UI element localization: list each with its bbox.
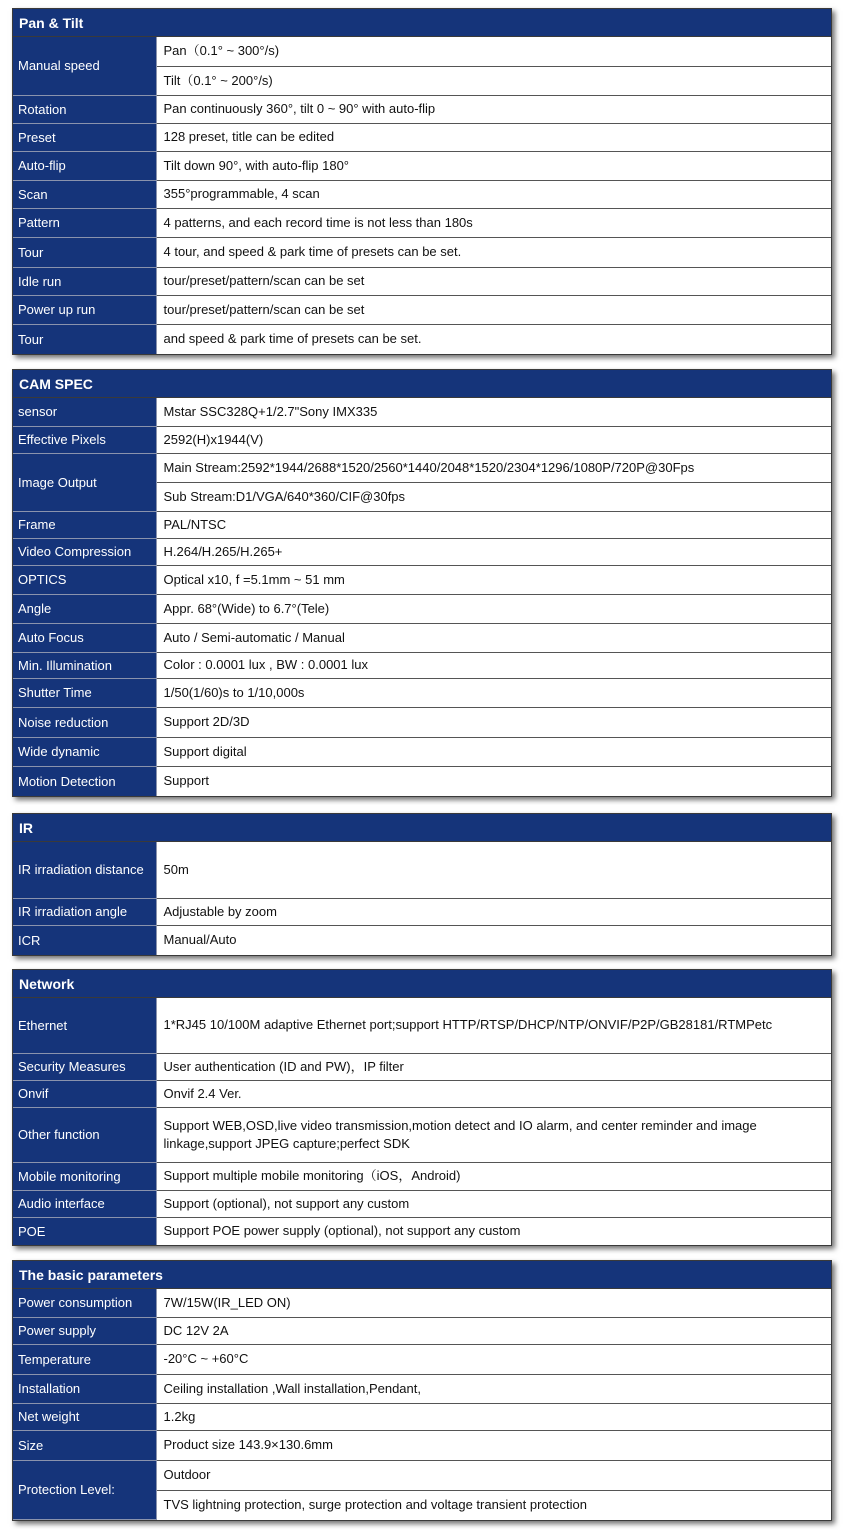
spec-label: Installation [13,1374,156,1403]
spec-value: Support WEB,OSD,live video transmission,motion detect and IO alarm, and center reminder and image linkage,support JPEG capture;perfect SDK [156,1107,831,1162]
section-title: Pan & Tilt [13,9,831,37]
spec-label: Size [13,1430,156,1460]
spec-value: Support digital [156,737,831,766]
spec-row [13,1460,831,1490]
spec-value: 1*RJ45 10/100M adaptive Ethernet port;support HTTP/RTSP/DHCP/NTP/ONVIF/P2P/GB28181/RTMPetc [156,998,831,1053]
spec-row [13,208,831,237]
spec-value: TVS lightning protection, surge protection and voltage transient protection [156,1490,831,1519]
spec-value: Manual/Auto [156,925,831,955]
spec-row [13,37,831,66]
spec-row [13,1430,831,1460]
spec-label: Motion Detection [13,766,156,796]
spec-value: Tilt down 90°, with auto-flip 180° [156,151,831,180]
spec-label: Protection Level: [13,1460,156,1519]
spec-value: tour/preset/pattern/scan can be set [156,267,831,295]
spec-row [13,1289,831,1317]
spec-row [13,1403,831,1430]
spec-label: Other function [13,1107,156,1162]
spec-label: Tour [13,324,156,354]
spec-label: IR irradiation distance [13,842,156,898]
spec-value: 128 preset, title can be edited [156,123,831,151]
spec-row [13,237,831,267]
spec-value: 1.2kg [156,1403,831,1430]
spec-row [13,426,831,453]
spec-row [13,594,831,623]
spec-row [13,151,831,180]
spec-label: ICR [13,925,156,955]
spec-row [13,1107,831,1162]
spec-row [13,842,831,898]
spec-label: Min. Illumination [13,652,156,678]
spec-row [13,1344,831,1374]
spec-section [12,813,832,956]
spec-row [13,1162,831,1190]
spec-value: and speed & park time of presets can be set. [156,324,831,354]
spec-row [13,925,831,955]
spec-label: Image Output [13,453,156,511]
spec-label: Power up run [13,295,156,324]
spec-label: Auto-flip [13,151,156,180]
spec-value: Outdoor [156,1460,831,1490]
spec-row [13,1053,831,1080]
spec-label: Net weight [13,1403,156,1430]
spec-label: Pattern [13,208,156,237]
section-title: The basic parameters [13,1261,831,1289]
spec-value: Tilt（0.1° ~ 200°/s) [156,66,831,95]
spec-row [13,324,831,354]
spec-value: Sub Stream:D1/VGA/640*360/CIF@30fps [156,482,831,511]
spec-value: Pan continuously 360°, tilt 0 ~ 90° with auto-flip [156,95,831,123]
spec-row [13,1374,831,1403]
spec-row [13,295,831,324]
spec-row [13,95,831,123]
spec-row [13,652,831,678]
spec-section [12,369,832,797]
spec-value: User authentication (ID and PW)，IP filter [156,1053,831,1080]
spec-label: Tour [13,237,156,267]
spec-row [13,766,831,796]
spec-label: Wide dynamic [13,737,156,766]
spec-label: Security Measures [13,1053,156,1080]
spec-value: Auto / Semi-automatic / Manual [156,623,831,652]
spec-value: Appr. 68°(Wide) to 6.7°(Tele) [156,594,831,623]
spec-row [13,1317,831,1344]
spec-label: Effective Pixels [13,426,156,453]
spec-row [13,1080,831,1107]
spec-label: Mobile monitoring [13,1162,156,1190]
spec-label: sensor [13,398,156,426]
spec-label: Temperature [13,1344,156,1374]
spec-table [13,398,831,796]
spec-label: Power consumption [13,1289,156,1317]
section-title: CAM SPEC [13,370,831,398]
spec-value: Optical x10, f =5.1mm ~ 51 mm [156,565,831,594]
spec-row [13,267,831,295]
spec-value: Main Stream:2592*1944/2688*1520/2560*1440/2048*1520/2304*1296/1080P/720P@30Fps [156,453,831,482]
spec-label: Frame [13,511,156,538]
spec-label: Auto Focus [13,623,156,652]
spec-label: Scan [13,180,156,208]
spec-table [13,1289,831,1520]
spec-label: Power supply [13,1317,156,1344]
spec-row [13,180,831,208]
spec-row [13,998,831,1053]
spec-table [13,998,831,1245]
spec-label: OPTICS [13,565,156,594]
spec-value: 1/50(1/60)s to 1/10,000s [156,678,831,707]
spec-table [13,37,831,354]
spec-value: Onvif 2.4 Ver. [156,1080,831,1107]
spec-label: Onvif [13,1080,156,1107]
spec-row [13,1217,831,1245]
spec-value: Mstar SSC328Q+1/2.7"Sony IMX335 [156,398,831,426]
spec-row [13,565,831,594]
spec-label: IR irradiation angle [13,898,156,925]
spec-value: 7W/15W(IR_LED ON) [156,1289,831,1317]
spec-row [13,1190,831,1217]
spec-value: Support 2D/3D [156,707,831,737]
spec-value: Support POE power supply (optional), not support any custom [156,1217,831,1245]
spec-value: Adjustable by zoom [156,898,831,925]
spec-value: 2592(H)x1944(V) [156,426,831,453]
spec-value: 4 patterns, and each record time is not less than 180s [156,208,831,237]
spec-row [13,453,831,482]
spec-row [13,538,831,565]
section-title: IR [13,814,831,842]
spec-value: tour/preset/pattern/scan can be set [156,295,831,324]
spec-value: Color : 0.0001 lux , BW : 0.0001 lux [156,652,831,678]
spec-label: Shutter Time [13,678,156,707]
spec-value: Support [156,766,831,796]
spec-value: DC 12V 2A [156,1317,831,1344]
spec-value: PAL/NTSC [156,511,831,538]
spec-value: 355°programmable, 4 scan [156,180,831,208]
spec-label: Rotation [13,95,156,123]
spec-value: Ceiling installation ,Wall installation,Pendant, [156,1374,831,1403]
spec-label: Video Compression [13,538,156,565]
spec-row [13,623,831,652]
spec-row [13,123,831,151]
spec-value: H.264/H.265/H.265+ [156,538,831,565]
spec-value: 50m [156,842,831,898]
spec-table [13,842,831,955]
section-title: Network [13,970,831,998]
spec-row [13,737,831,766]
spec-row [13,707,831,737]
spec-row [13,678,831,707]
spec-label: Preset [13,123,156,151]
spec-section [12,8,832,355]
spec-value: Support (optional), not support any custom [156,1190,831,1217]
spec-section [12,969,832,1246]
spec-section [12,1260,832,1521]
spec-label: Angle [13,594,156,623]
spec-value: -20°C ~ +60°C [156,1344,831,1374]
spec-label: Manual speed [13,37,156,95]
spec-value: Support multiple mobile monitoring（iOS，Android) [156,1162,831,1190]
spec-label: Audio interface [13,1190,156,1217]
spec-row [13,398,831,426]
spec-label: POE [13,1217,156,1245]
spec-label: Noise reduction [13,707,156,737]
spec-value: 4 tour, and speed & park time of presets can be set. [156,237,831,267]
spec-value: Product size 143.9×130.6mm [156,1430,831,1460]
spec-row [13,511,831,538]
spec-value: Pan（0.1° ~ 300°/s) [156,37,831,66]
spec-label: Idle run [13,267,156,295]
spec-label: Ethernet [13,998,156,1053]
spec-row [13,898,831,925]
